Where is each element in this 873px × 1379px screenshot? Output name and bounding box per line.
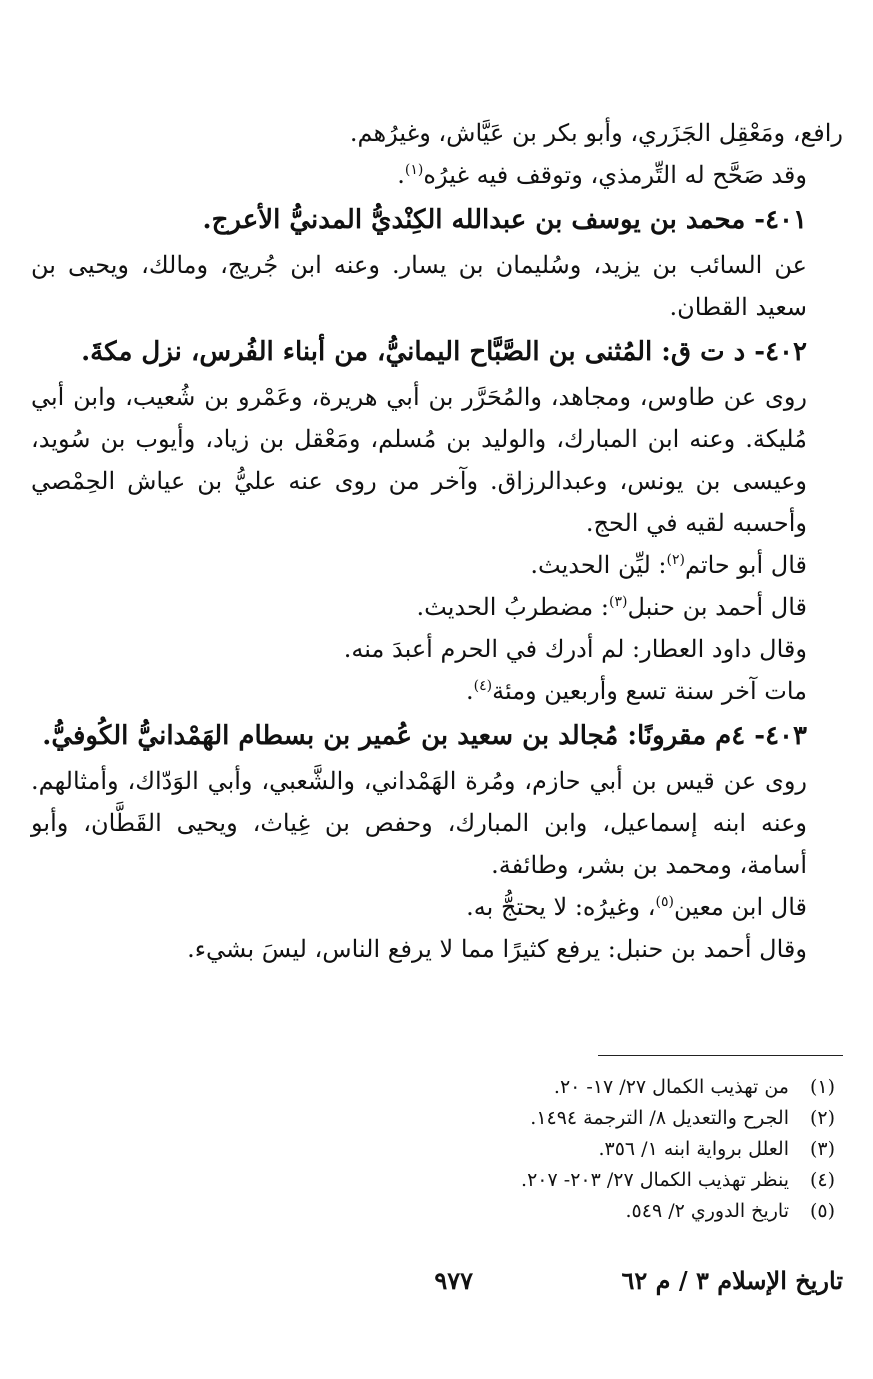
paragraph-text: وقال داود العطار: لم أدرك في الحرم أعبدَ منه. (343, 635, 807, 663)
paragraph-text: عن السائب بن يزيد، وسُليمان بن يسار. وعنه ابن جُريج، ومالك، ويحيى بن سعيد القطان. (31, 251, 807, 321)
footnote-item (135, 1134, 835, 1165)
footnote-separator (598, 1055, 843, 1056)
paragraph-tail: . (465, 677, 474, 705)
paragraph-text: قال أبو حاتم (684, 551, 807, 579)
footnote-item (135, 1165, 835, 1196)
footnote-number: (٢) (809, 1107, 835, 1129)
paragraph-text: روى عن طاوس، ومجاهد، والمُحَرَّر بن أبي هريرة، وعَمْرو بن شُعيب، وابن أبي مُليكة. وعنه ابن المبارك، والوليد بن مُسلم، ومَعْقل بن زياد، وأيوب بن سُويد، وعيسى بن يونس، وعبدالرزاق. وآخر من روى عنه عليُّ بن عياش الحِمْصي وأحسبه لقيه في الحج. (31, 383, 807, 537)
body-paragraph (31, 886, 843, 928)
footnote-item (135, 1072, 835, 1103)
footnote-ref[interactable]: (١) (404, 162, 424, 178)
page-footer (30, 1266, 843, 1306)
footnote-number: (١) (809, 1076, 835, 1098)
footnote-text: ينظر تهذيب الكمال ٢٧/ ٢٠٣- ٢٠٧. (521, 1169, 789, 1191)
page-number: ٩٧٧ (434, 1266, 473, 1295)
main-text (31, 112, 843, 970)
paragraph-text: قال أحمد بن حنبل (627, 593, 807, 621)
entry-heading (31, 714, 843, 758)
footnote-ref[interactable]: (٢) (666, 552, 685, 568)
footnote-text: الجرح والتعديل ٨/ الترجمة ١٤٩٤. (530, 1107, 789, 1129)
footnote-text: العلل برواية ابنه ١/ ٣٥٦. (598, 1138, 789, 1160)
entry-heading (31, 198, 843, 242)
paragraph-text: مات آخر سنة تسع وأربعين ومئة (492, 677, 807, 705)
footnote-number: (٤) (809, 1169, 835, 1191)
body-paragraph (31, 112, 843, 154)
footnote-ref[interactable]: (٥) (655, 894, 674, 910)
footnote-text: تاريخ الدوري ٢/ ٥٤٩. (625, 1200, 789, 1222)
footnote-text: من تهذيب الكمال ٢٧/ ١٧- ٢٠. (553, 1076, 789, 1098)
paragraph-text: ٤٠٣- ٤م مقرونًا: مُجالد بن سعيد بن عُمير بن بسطام الهَمْدانيُّ الكُوفيُّ. (42, 721, 807, 751)
footnote-item (135, 1196, 835, 1227)
paragraph-text: ٤٠١- محمد بن يوسف بن عبدالله الكِنْديُّ المدنيُّ الأعرج. (202, 205, 807, 235)
entry-heading (31, 330, 843, 374)
body-paragraph (31, 928, 843, 970)
body-paragraph (31, 154, 843, 196)
footnote-ref[interactable]: (٤) (473, 678, 493, 694)
running-title: تاريخ الإسلام ٣ / م ٦٢ (621, 1266, 843, 1295)
footnote-ref[interactable]: (٣) (609, 594, 628, 610)
body-paragraph (31, 544, 843, 586)
paragraph-text: رافع، ومَعْقِل الجَزَري، وأبو بكر بن عَيَّاش، وغيرُهم. (349, 119, 843, 147)
footnote-number: (٣) (809, 1138, 835, 1160)
body-paragraph (31, 586, 843, 628)
paragraph-text: وقال أحمد بن حنبل: يرفع كثيرًا مما لا يرفع الناس، ليسَ بشيء. (187, 935, 807, 963)
body-paragraph (31, 376, 843, 544)
paragraph-tail: ، وغيرُه: لا يحتجُّ به. (466, 893, 656, 921)
paragraph-text: ٤٠٢- د ت ق: المُثنى بن الصَّبَّاح اليمانيُّ، من أبناء الفُرس، نزل مكةَ. (81, 337, 807, 367)
body-paragraph (31, 670, 843, 712)
paragraph-text: قال ابن معين (673, 893, 807, 921)
paragraph-tail: . (397, 161, 405, 189)
footnote-number: (٥) (809, 1200, 835, 1222)
paragraph-tail: : مضطربُ الحديث. (416, 593, 609, 621)
paragraph-tail: : ليِّن الحديث. (530, 551, 667, 579)
body-paragraph (31, 760, 843, 886)
paragraph-text: روى عن قيس بن أبي حازم، ومُرة الهَمْداني، والشَّعبي، وأبي الوَدّاك، وأمثالهم. وعنه ابنه إسماعيل، وابن المبارك، وحفص بن غِياث، ويحيى القَطَّان، وأبو أسامة، ومحمد بن بشر، وطائفة. (31, 767, 807, 879)
body-paragraph (31, 244, 843, 328)
footnotes-list (135, 1072, 835, 1227)
body-paragraph (31, 628, 843, 670)
paragraph-text: وقد صَحَّح له التِّرمذي، وتوقف فيه غيرُه (423, 161, 807, 189)
footnote-item (135, 1103, 835, 1134)
